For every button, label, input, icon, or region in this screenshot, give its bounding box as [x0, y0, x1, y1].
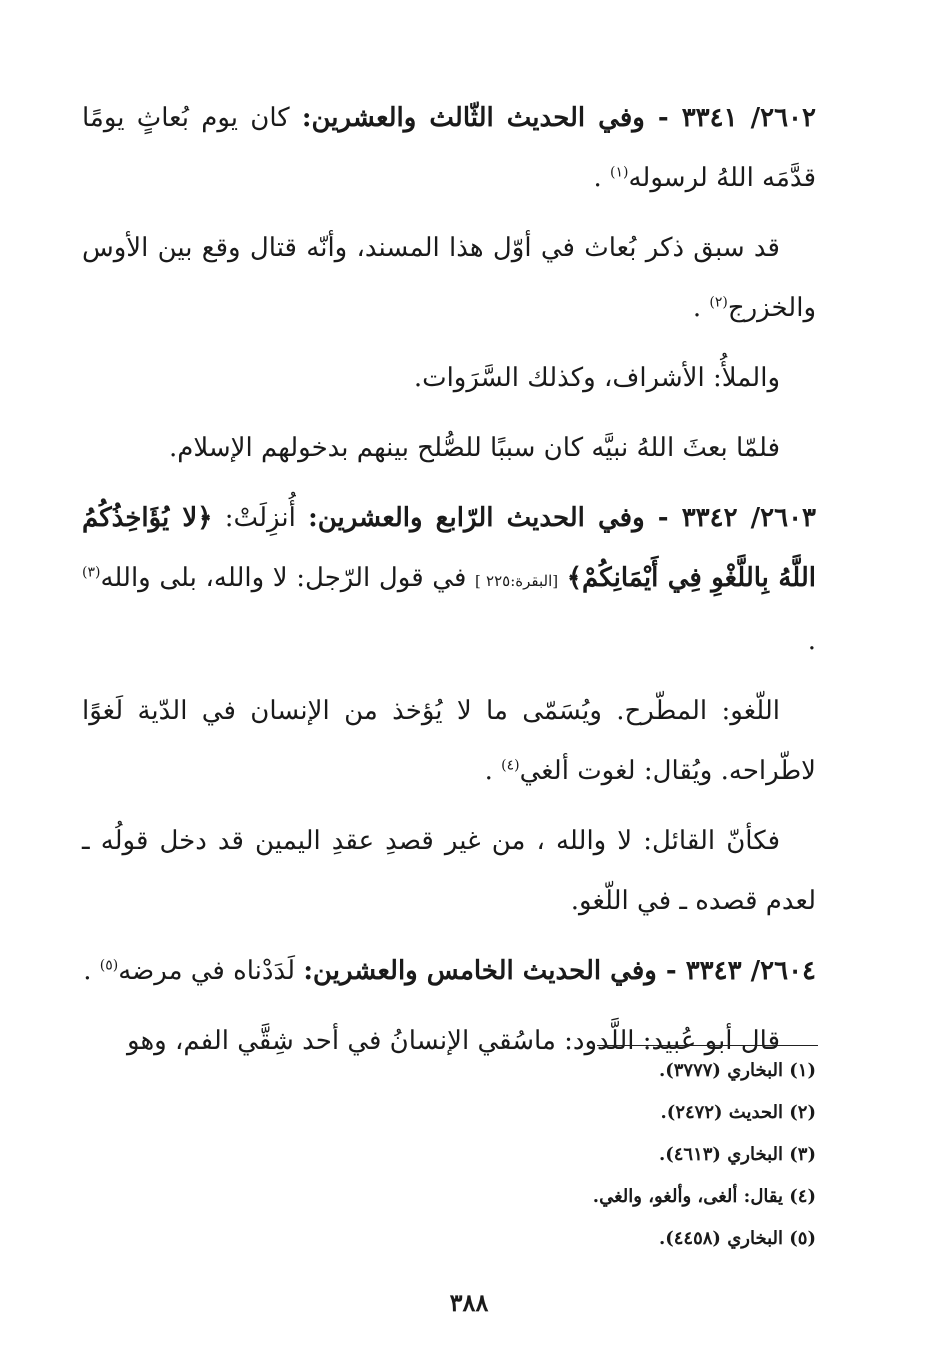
verse-reference: [البقرة:٢٢٥ ]	[475, 572, 559, 590]
paragraph-buath: قد سبق ذكر بُعاث في أوّل هذا المسند، وأنّه قتال وقع بين الأوس والخزرج$^{(٢)}$ .	[82, 233, 816, 323]
hadith-2604: ٢٦٠٤/ ٣٣٤٣ - وفي الحديث الخامس والعشرين: لَدَدْناه في مرضه$^{(٥)}$ .	[83, 956, 816, 986]
paragraph-qail-text: فكأنّ القائل: لا والله ، من غير قصدِ عقدِ اليمين قد دخل قولُه ـ لعدم قصده ـ في اللّغو.	[82, 826, 816, 916]
hadith-intro-2603: أُنزِلَتْ:	[224, 503, 296, 533]
footnote-marker-1: (١)	[610, 164, 629, 181]
paragraph-buath-text: قد سبق ذكر بُعاث في أوّل هذا المسند، وأنّه قتال وقع بين الأوس والخزرج	[82, 233, 816, 323]
footnote-3: (٣) البخاري (٤٦١٣).	[658, 1144, 816, 1165]
paragraph-mala	[82, 348, 816, 408]
paragraph-laghw: اللّغو: المطّرح. ويُسَمّى ما لا يُؤخذ من الإنسان في الدّية لَغوًا لاطّراحه. ويُقال: لغوت ألغي$^{(٤)}$ .	[82, 696, 816, 786]
main-text	[82, 88, 816, 1081]
hadith-text-2603: في قول الرّجل: لا والله، بلى والله	[100, 563, 467, 593]
footnote-marker-4: (٤)	[501, 757, 520, 774]
paragraph-mala-text: والملأُ: الأشراف، وكذلك السَّرَوات.	[413, 363, 780, 393]
footnotes	[82, 1050, 816, 1260]
paragraph-islam	[82, 418, 816, 478]
page-number: ٣٨٨	[449, 1288, 489, 1317]
footnote-4: (٤) يقال: ألغى، وألغو، والغي.	[592, 1186, 816, 1207]
quran-verse: ﴿لا يُؤَاخِذُكُمُ اللَّهُ بِاللَّغْوِ فِي أَيْمَانِكُمْ﴾	[82, 503, 817, 593]
hadith-2603: ٢٦٠٣/ ٣٣٤٢ - وفي الحديث الرّابع والعشرين: أُنزِلَتْ: ﴿لا يُؤَاخِذُكُمُ اللَّهُ بِاللَّغْوِ فِي أَيْمَانِكُمْ﴾ [البقرة:٢٢٥ ] في قول الرّجل: لا والله، بلى والله$^{(٣)}$ .	[82, 503, 817, 656]
hadith-number-2603: ٢٦٠٣/ ٣٣٤٢ - وفي الحديث الرّابع والعشرين:	[308, 503, 817, 533]
footnote-1: (١) البخاري (٣٧٧٧).	[658, 1060, 816, 1081]
footnote-marker-2: (٢)	[709, 294, 728, 311]
hadith-number-2602: ٢٦٠٢/ ٣٣٤١ - وفي الحديث الثّالث والعشرين:	[301, 103, 816, 133]
footnote-marker-3: (٣)	[82, 564, 101, 581]
footnote-marker-5: (٥)	[99, 957, 119, 974]
footnote-5: (٥) البخاري (٤٤٥٨).	[658, 1228, 816, 1249]
paragraph-qail	[82, 811, 816, 931]
paragraph-laghw-text: اللّغو: المطّرح. ويُسَمّى ما لا يُؤخذ من الإنسان في الدّية لَغوًا لاطّراحه. ويُقال: لغوت ألغي	[82, 696, 816, 786]
footnote-separator	[597, 1045, 818, 1046]
hadith-text-2604: لَدَدْناه في مرضه	[118, 956, 296, 986]
hadith-text-2602: كان يوم بُعاثٍ يومًا قدَّمَه اللهُ لرسوله	[82, 103, 816, 193]
hadith-2602: ٢٦٠٢/ ٣٣٤١ - وفي الحديث الثّالث والعشرين: كان يوم بُعاثٍ يومًا قدَّمَه اللهُ لرسوله$^{(١)}$ .	[82, 103, 816, 193]
hadith-number-2604: ٢٦٠٤/ ٣٣٤٣ - وفي الحديث الخامس والعشرين:	[303, 956, 816, 986]
paragraph-ladud-text: قال أبو عُبيد: اللَّدود: ماسُقي الإنسانُ في أحد شِقَّي الفم، وهو	[127, 1026, 780, 1056]
paragraph-islam-text: فلمّا بعثَ اللهُ نبيَّه كان سببًا للصُّلح بينهم بدخولهم الإسلام.	[168, 433, 780, 463]
footnote-2: (٢) الحديث (٢٤٧٢).	[660, 1102, 816, 1123]
